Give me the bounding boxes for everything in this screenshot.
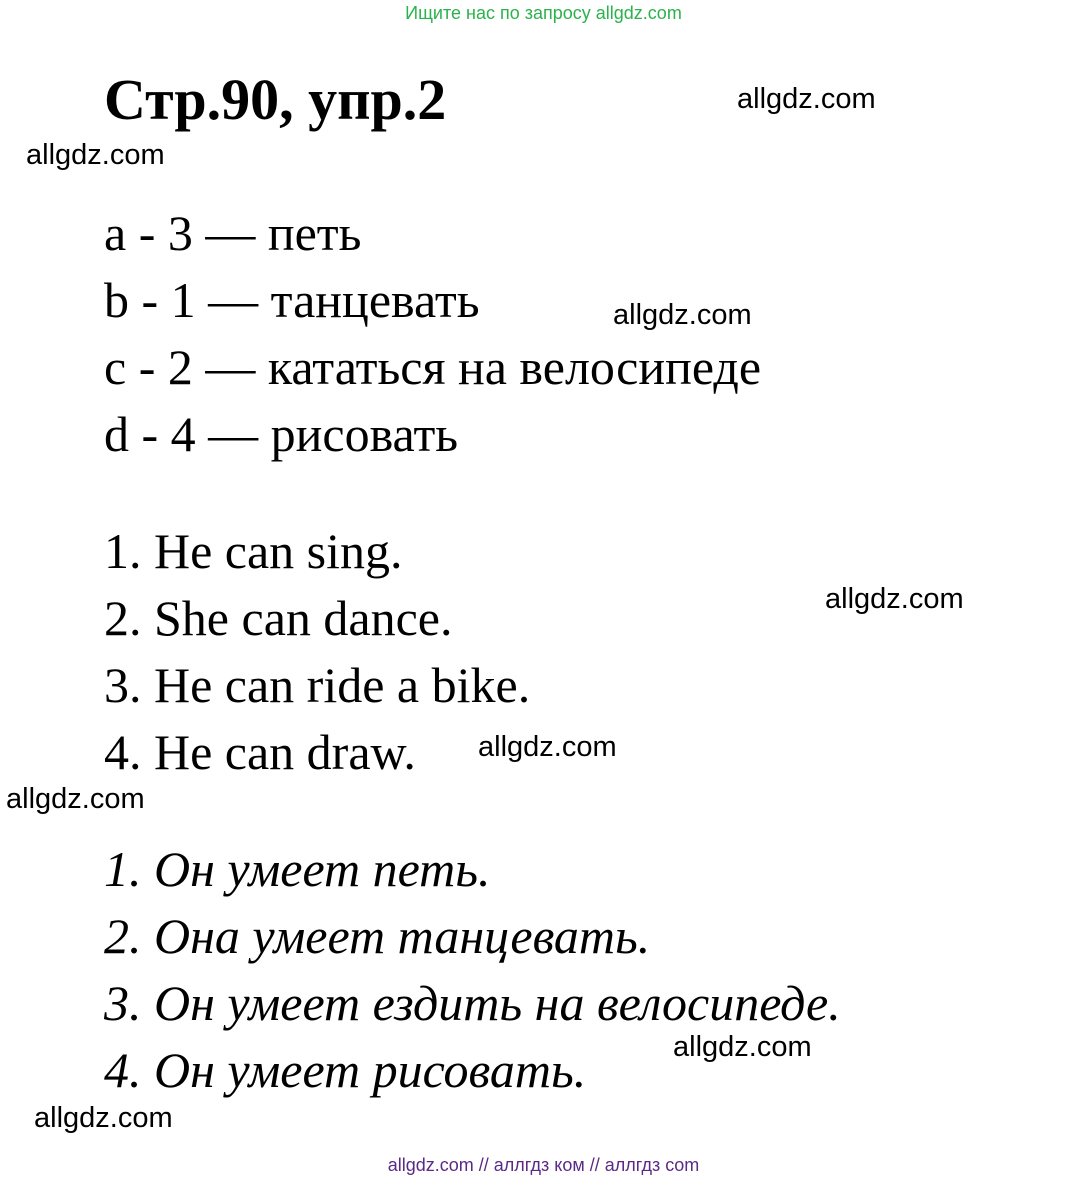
match-line: c - 2 — кататься на велосипеде — [104, 339, 762, 395]
english-sentence: 3. He can ride a bike. — [104, 657, 531, 713]
match-line: d - 4 — рисовать — [104, 406, 459, 462]
english-sentence: 2. She can dance. — [104, 590, 453, 646]
russian-sentence: 1. Он умеет петь. — [104, 841, 491, 897]
watermark: allgdz.com — [613, 299, 752, 331]
russian-sentence: 2. Она умеет танцевать. — [104, 908, 651, 964]
match-line: b - 1 — танцевать — [104, 272, 480, 328]
watermark: allgdz.com — [34, 1102, 173, 1134]
english-sentence: 1. He can sing. — [104, 523, 403, 579]
watermark: allgdz.com — [737, 83, 876, 115]
watermark: allgdz.com — [673, 1031, 812, 1063]
russian-sentence: 3. Он умеет ездить на велосипеде. — [104, 975, 841, 1031]
watermark: allgdz.com — [26, 139, 165, 171]
watermark: allgdz.com — [478, 731, 617, 763]
page-title: Стр.90, упр.2 — [104, 67, 447, 132]
watermark: allgdz.com — [825, 583, 964, 615]
watermark: allgdz.com — [6, 783, 145, 815]
top-banner: Ищите нас по запросу allgdz.com — [405, 3, 682, 23]
match-line: a - 3 — петь — [104, 205, 362, 261]
russian-sentence: 4. Он умеет рисовать. — [104, 1042, 587, 1098]
footer-links[interactable]: allgdz.com // аллгдз ком // аллгдз com — [387, 1155, 700, 1175]
english-sentence: 4. He can draw. — [104, 724, 416, 780]
